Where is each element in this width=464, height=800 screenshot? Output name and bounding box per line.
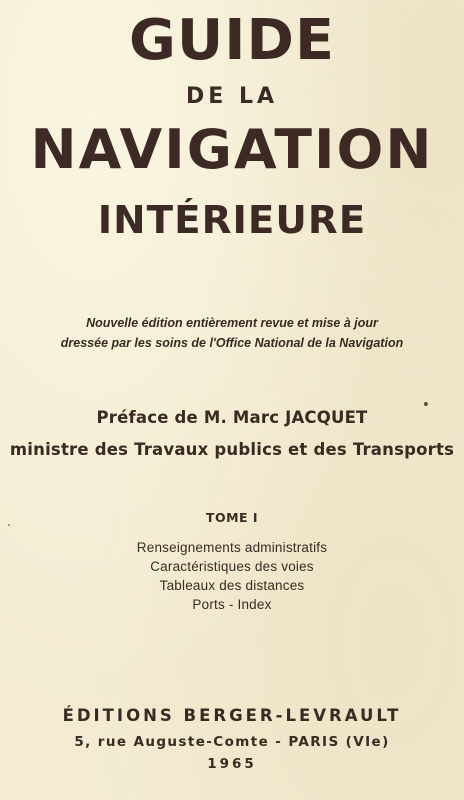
title-line-navigation: NAVIGATION	[30, 118, 434, 181]
preface-author: Préface de M. Marc JACQUET	[96, 408, 368, 427]
volume-contents-item: Ports - Index	[192, 597, 272, 612]
preface-author-title: ministre des Travaux publics et des Transports	[9, 440, 455, 459]
title-line-interieure: INTÉRIEURE	[97, 198, 367, 242]
volume-contents-item: Renseignements administratifs	[136, 540, 328, 555]
edition-note-line-2: dressée par les soins de l'Office National de la Navigation	[60, 336, 404, 350]
volume-label: TOME I	[205, 510, 259, 525]
title-line-guide: GUIDE	[128, 8, 336, 73]
edition-note-line-1: Nouvelle édition entièrement revue et mise à jour	[86, 316, 378, 330]
publisher-name: ÉDITIONS BERGER-LEVRAULT	[62, 706, 402, 725]
title-line-de-la: DE LA	[186, 84, 278, 109]
volume-contents-item: Tableaux des distances	[159, 578, 305, 593]
volume-contents-item: Caractéristiques des voies	[150, 559, 314, 574]
publisher-address: 5, rue Auguste-Comte - PARIS (VIe)	[74, 734, 390, 750]
ink-speck	[8, 524, 10, 526]
ink-speck	[423, 401, 428, 406]
publication-year: 1965	[207, 756, 257, 772]
